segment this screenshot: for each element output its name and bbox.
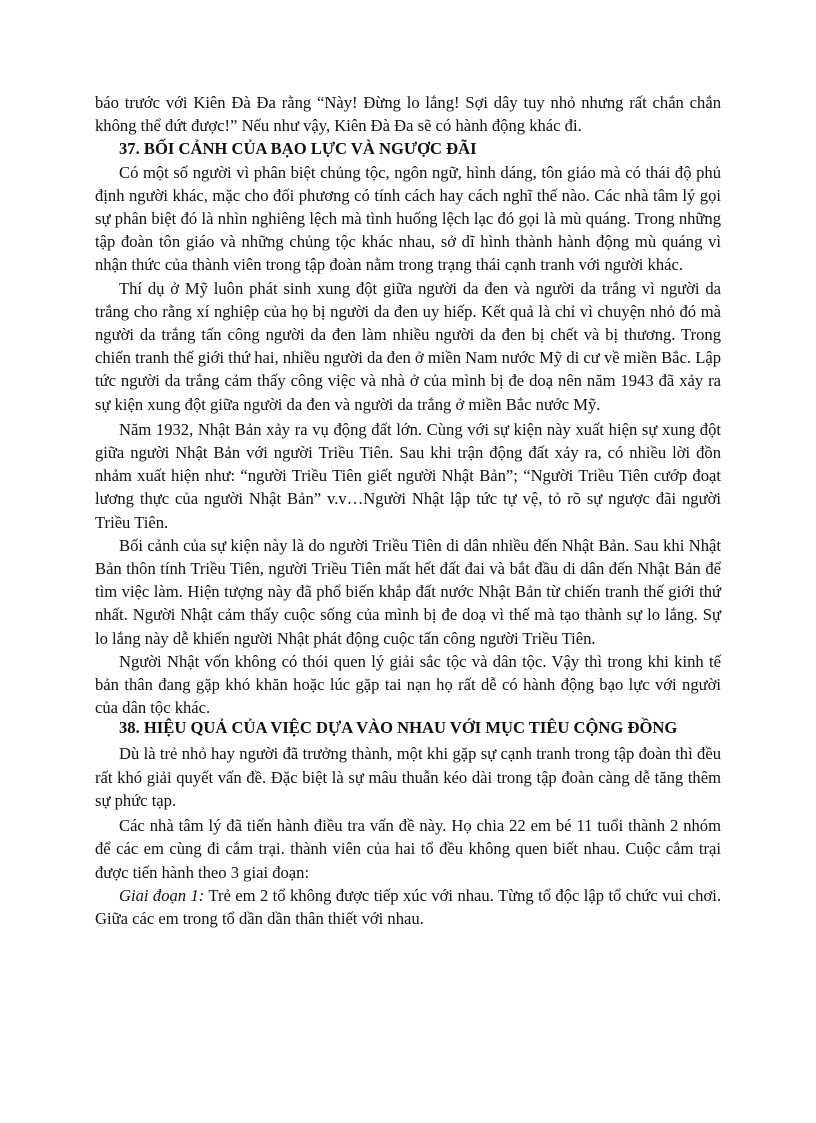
paragraph: Bối cảnh của sự kiện này là do người Triều Tiên di dân nhiều đến Nhật Bản. Sau khi Nhật Bản thôn tính Triều Tiên, người Triều Tiên mất hết đất đai và bắt đầu di dân đến Nhật Bản để tìm việc làm. Hiện tượng này đã phổ biến khắp đất nước Nhật Bản từ chiến tranh thế giới thứ nhất. Người Nhật cảm thấy cuộc sống của mình bị đe doạ vì thế mà tạo thành sự lo lắng. Sự lo lắng này dễ khiến người Nhật phát động cuộc tấn công người Triều Tiên. xyxy=(95,535,721,648)
section-heading-37: 37. BỐI CẢNH CỦA BẠO LỰC VÀ NGƯỢC ĐÃI xyxy=(119,139,477,159)
paragraph: Dù là trẻ nhỏ hay người đã trưởng thành, một khi gặp sự cạnh tranh trong tập đoàn thì đều rất khó giải quyết vấn đề. Đặc biệt là sự mâu thuẫn kéo dài trong tập đoàn càng dễ tăng thêm sự phức tạp. xyxy=(95,744,721,810)
paragraph: Người Nhật vốn không có thói quen lý giải sắc tộc và dân tộc. Vậy thì trong khi kinh tế bản thân đang gặp khó khăn hoặc lúc gặp tai nạn họ rất dễ có hành động bạo lực với người của dân tộc khác. xyxy=(95,651,721,718)
paragraph: Các nhà tâm lý đã tiến hành điều tra vấn đề này. Họ chia 22 em bé 11 tuổi thành 2 nhóm để các em cùng đi cắm trại. thành viên của hai tổ đều không quen biết nhau. Cuộc cắm trại được tiến hành theo 3 giai đoạn: xyxy=(95,816,721,882)
section-heading-38: 38. HIỆU QUẢ CỦA VIỆC DỰA VÀO NHAU VỚI MỤC TIÊU CỘNG ĐỒNG xyxy=(119,718,678,738)
paragraph-stage-1 xyxy=(95,884,721,930)
stage-label: Giai đoạn 1: xyxy=(119,885,205,905)
paragraph: Thí dụ ở Mỹ luôn phát sinh xung đột giữa người da đen và người da trắng vì người da trắng cho rằng xí nghiệp của họ bị người da đen uy hiếp. Kết quả là chỉ vì chuyện nhỏ đó mà người da trắng tấn công người da đen làm nhiều người da đen bị chết và bị thương. Trong chiến tranh thế giới thứ hai, nhiều người da đen ở miền Nam nước Mỹ di cư về miền Bắc. Lập tức người da trắng cảm thấy công việc và nhà ở của mình bị đe doạ nên năm 1943 đã xảy ra sự kiện xung đột giữa người da đen và người da trắng ở miền Bắc nước Mỹ. xyxy=(95,278,721,414)
paragraph-continuation: báo trước với Kiên Đà Đa rằng “Này! Đừng lo lắng! Sợi dây tuy nhỏ nhưng rất chắn chắn không thể đứt được!” Nếu như vậy, Kiên Đà Đa sẽ có hành động khác đi. xyxy=(95,93,721,136)
stage-text: Trẻ em 2 tổ không được tiếp xúc với nhau. Từng tổ độc lập tổ chức vui chơi. Giữa các em trong tổ dần dần thân thiết với nhau. xyxy=(95,885,721,928)
paragraph: Năm 1932, Nhật Bản xảy ra vụ động đất lớn. Cùng với sự kiện này xuất hiện sự xung đột giữa người Nhật Bản với người Triều Tiên. Sau khi trận động đất xảy ra, có nhiều lời đồn nhảm xuất hiện như: “người Triều Tiên giết người Nhật Bản”; “Người Triều Tiên cướp đoạt lương thực của người Nhật Bản” v.v…Người Nhật lập tức tự vệ, tỏ rõ sự ngược đãi người Triều Tiên. xyxy=(95,419,721,532)
document-page xyxy=(95,91,721,930)
paragraph: Có một số người vì phân biệt chủng tộc, ngôn ngữ, hình dáng, tôn giáo mà có thái độ phủ định người khác, mặc cho đối phương có tính cách hay cách nghĩ thế nào. Các nhà tâm lý gọi sự phân biệt đó là nhìn nghiêng lệch mà tình huống lệch lạc đó gọi là mù quáng. Trong những tập đoàn tôn giáo và những chủng tộc khác nhau, sở dĩ hình thành hành động mù quáng vì nhận thức của thành viên trong tập đoàn nằm trong trạng thái cạnh tranh với người khác. xyxy=(95,162,721,275)
